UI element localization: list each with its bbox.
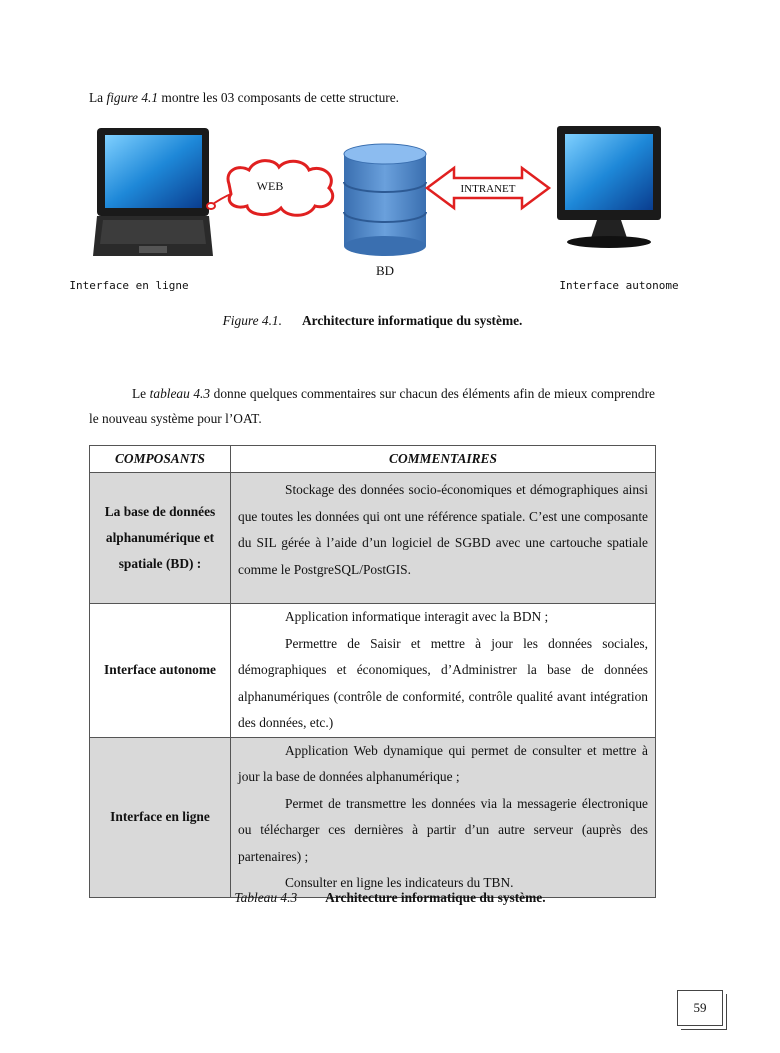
table-row <box>90 473 656 604</box>
comment-cell <box>231 473 656 604</box>
paragraph-table-ref: tableau 4.3 <box>149 386 211 401</box>
intro-suffix: montre les 03 composants de cette structure. <box>158 90 400 105</box>
comment-text: Stockage des données socio-économiques et démographiques ainsi que toutes les données qui ont une référence spatiale. C’est une composante du SIL gérée à l’aide d’un logiciel de SGBD avec une cartouche spatiale comme le PostgreSQL/PostGIS. <box>238 482 648 577</box>
table-intro-paragraph <box>89 381 655 431</box>
laptop-caption: Interface en ligne <box>69 279 189 292</box>
figure-caption-label: Figure 4.1. <box>222 313 282 328</box>
table-row <box>90 604 656 738</box>
intro-paragraph <box>89 90 399 106</box>
paragraph-suffix: donne quelques commentaires sur chacun des éléments afin de mieux comprendre le nouveau système pour l’OAT. <box>89 386 655 426</box>
comment-cell <box>231 737 656 897</box>
component-cell: La base de données alphanumérique et spatiale (BD) : <box>90 473 231 604</box>
monitor-caption: Interface autonome <box>559 279 679 292</box>
intranet-label: INTRANET <box>460 183 516 195</box>
db-label: BD <box>375 263 395 278</box>
intro-figure-ref: figure 4.1 <box>106 90 159 105</box>
header-commentaires: COMMENTAIRES <box>231 446 656 473</box>
table-caption-title: Architecture informatique du système. <box>325 890 546 905</box>
page-number: 59 <box>693 1000 707 1015</box>
laptop-icon <box>93 128 213 256</box>
component-cell: Interface en ligne <box>90 737 231 897</box>
header-composants: COMPOSANTS <box>90 446 231 473</box>
architecture-diagram <box>69 120 689 295</box>
table-row <box>90 737 656 897</box>
comment-cell <box>231 604 656 738</box>
intro-prefix: La <box>89 90 107 105</box>
architecture-table <box>89 445 656 898</box>
table-caption <box>0 890 780 906</box>
component-cell: Interface autonome <box>90 604 231 738</box>
database-icon <box>344 144 426 256</box>
figure-caption <box>0 313 745 329</box>
table-caption-label: Tableau 4.3 <box>234 890 298 905</box>
paragraph-prefix: Le <box>132 386 150 401</box>
comment-text: Permet de transmettre les données via la messagerie électronique ou télécharger ces dernières à partir d’un autre serveur (auprès des partenaires) ; <box>238 795 648 864</box>
page-number-box <box>677 990 723 1026</box>
comment-text: Consulter en ligne les indicateurs du TBN. <box>285 875 514 890</box>
table-header-row <box>90 446 656 473</box>
figure-caption-title: Architecture informatique du système. <box>301 313 523 328</box>
comment-text: Permettre de Saisir et mettre à jour les données sociales, démographiques et économiques, d’Administrer la base de données alphanumériques (contrôle de conformité, contrôle qualité avant intégration des données, etc.) <box>238 635 648 730</box>
comment-text: Application Web dynamique qui permet de consulter et mettre à jour la base de données alphanumérique ; <box>238 742 648 784</box>
desktop-monitor-icon <box>557 126 661 248</box>
comment-text: Application informatique interagit avec la BDN ; <box>285 609 549 624</box>
web-label: WEB <box>256 179 284 193</box>
